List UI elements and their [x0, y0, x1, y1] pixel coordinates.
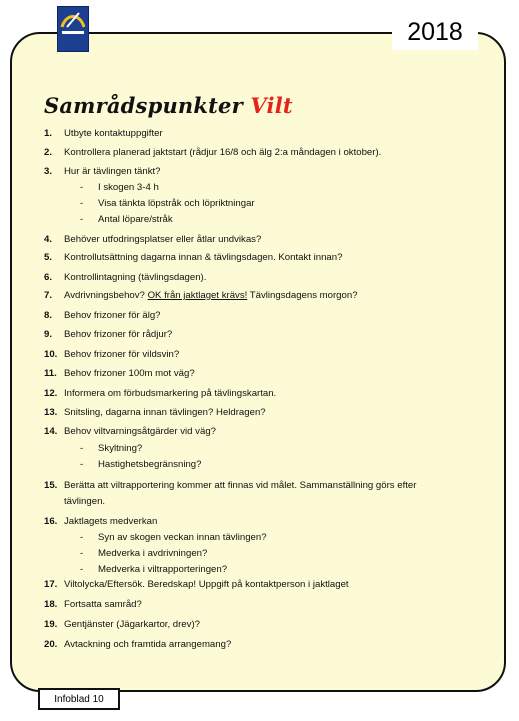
page-title [44, 93, 293, 118]
underlined-note: OK från jaktlaget krävs! [147, 290, 248, 301]
year-badge: 2018 [392, 14, 478, 50]
title-main: Samrådspunkter [44, 93, 243, 118]
title-accent: Vilt [250, 93, 293, 118]
svensk-orientering-logo [57, 6, 89, 52]
infoblad-label: Infoblad 10 [38, 688, 120, 710]
